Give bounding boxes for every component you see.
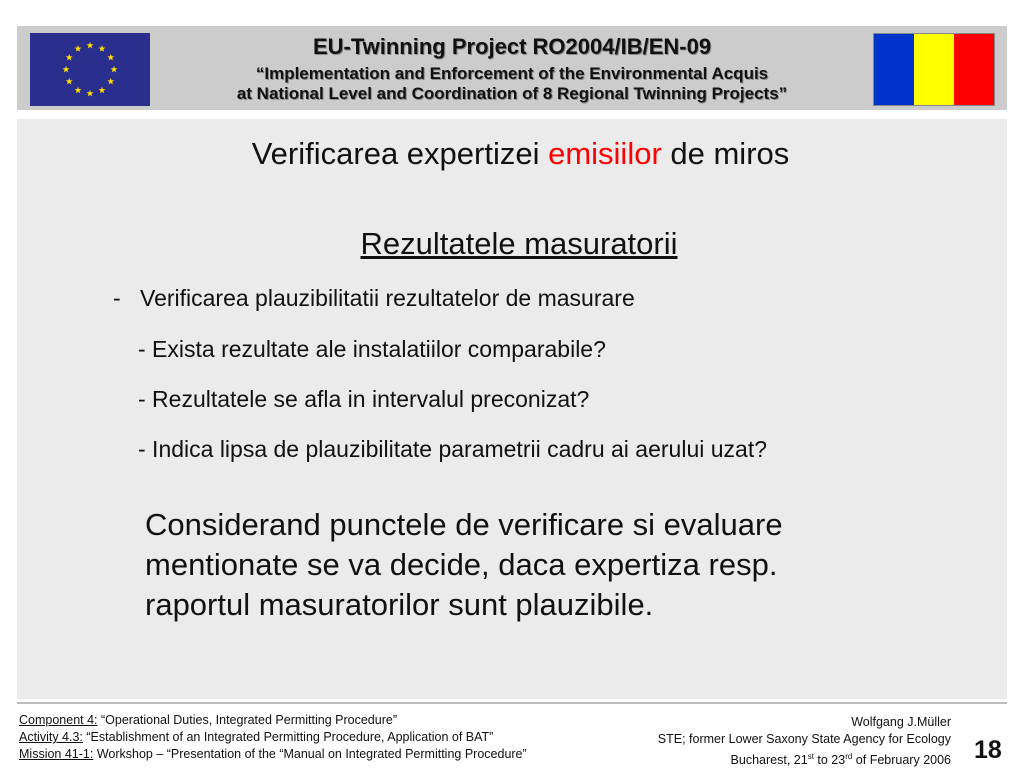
- slide-title: [17, 136, 1024, 172]
- eu-star-icon: [75, 87, 82, 94]
- conclusion-paragraph: [145, 505, 783, 625]
- sub-bullet-1: - Exista rezultate ale instalatiilor comparabile?: [138, 336, 606, 362]
- eu-star-icon: [99, 45, 106, 52]
- footer-date: [658, 748, 951, 769]
- paragraph-line-2: mentionate se va decide, daca expertiza resp.: [145, 547, 778, 582]
- page-number: 18: [974, 736, 1002, 764]
- paragraph-line-3: raportul masuratorilor sunt plauzibile.: [145, 587, 654, 622]
- title-highlight: emisiilor: [548, 136, 662, 171]
- project-subtitle-line1: “Implementation and Enforcement of the Environmental Acquis: [255, 64, 769, 83]
- romania-flag-icon: [873, 33, 995, 106]
- eu-star-icon: [87, 42, 94, 49]
- mission-label: Mission 41-1:: [19, 747, 94, 761]
- paragraph-line-1: Considerand punctele de verificare si evaluare: [145, 507, 783, 542]
- title-part2: de miros: [661, 136, 790, 171]
- mission-text: Workshop – “Presentation of the “Manual on Integrated Permitting Procedure”: [93, 747, 527, 761]
- sub-bullet-3: - Indica lipsa de plauzibilitate parametrii cadru ai aerului uzat?: [138, 436, 768, 462]
- footer-organization: STE; former Lower Saxony State Agency for Ecology: [657, 732, 951, 746]
- sub-bullet-2: - Rezultatele se afla in intervalul preconizat?: [138, 386, 590, 412]
- footer-divider: [17, 702, 1007, 704]
- project-title: EU-Twinning Project RO2004/IB/EN-09: [312, 34, 712, 59]
- eu-star-icon: [99, 87, 106, 94]
- eu-flag-icon: [30, 33, 150, 106]
- date-suffix: of February 2006: [852, 753, 951, 768]
- date-mid: to 23: [813, 753, 846, 768]
- eu-star-icon: [107, 78, 114, 85]
- date-sup1: st: [807, 752, 814, 761]
- bullet-main: Verificarea plauzibilitatii rezultatelor de masurare: [140, 285, 635, 311]
- bullet-marker: -: [113, 285, 121, 311]
- footer-activity: [19, 729, 527, 746]
- slide-subtitle: Rezultatele masuratorii: [360, 226, 678, 261]
- eu-star-icon: [107, 54, 114, 61]
- activity-text: “Establishment of an Integrated Permitting Procedure, Application of BAT”: [82, 730, 494, 744]
- date-sup2: rd: [845, 752, 853, 761]
- component-text: “Operational Duties, Integrated Permitting Procedure”: [97, 713, 397, 727]
- eu-star-icon: [75, 45, 82, 52]
- eu-star-icon: [111, 66, 118, 73]
- flag-stripe-blue: [874, 34, 914, 105]
- footer-author: Wolfgang J.Müller: [851, 715, 951, 729]
- flag-stripe-yellow: [914, 34, 954, 105]
- title-part1: Verificarea expertizei: [251, 136, 549, 171]
- eu-star-icon: [66, 78, 73, 85]
- footer-mission: [19, 746, 527, 763]
- project-subtitle-line2: at National Level and Coordination of 8 Regional Twinning Projects”: [236, 84, 788, 103]
- eu-star-icon: [87, 90, 94, 97]
- component-label: Component 4:: [19, 713, 98, 727]
- footer-project-info: [19, 712, 527, 763]
- flag-stripe-red: [954, 34, 994, 105]
- activity-label: Activity 4.3:: [19, 730, 83, 744]
- footer-author-info: [658, 714, 951, 769]
- eu-star-icon: [63, 66, 70, 73]
- date-prefix: Bucharest, 21: [730, 753, 808, 768]
- eu-star-icon: [66, 54, 73, 61]
- footer-component: [19, 712, 527, 729]
